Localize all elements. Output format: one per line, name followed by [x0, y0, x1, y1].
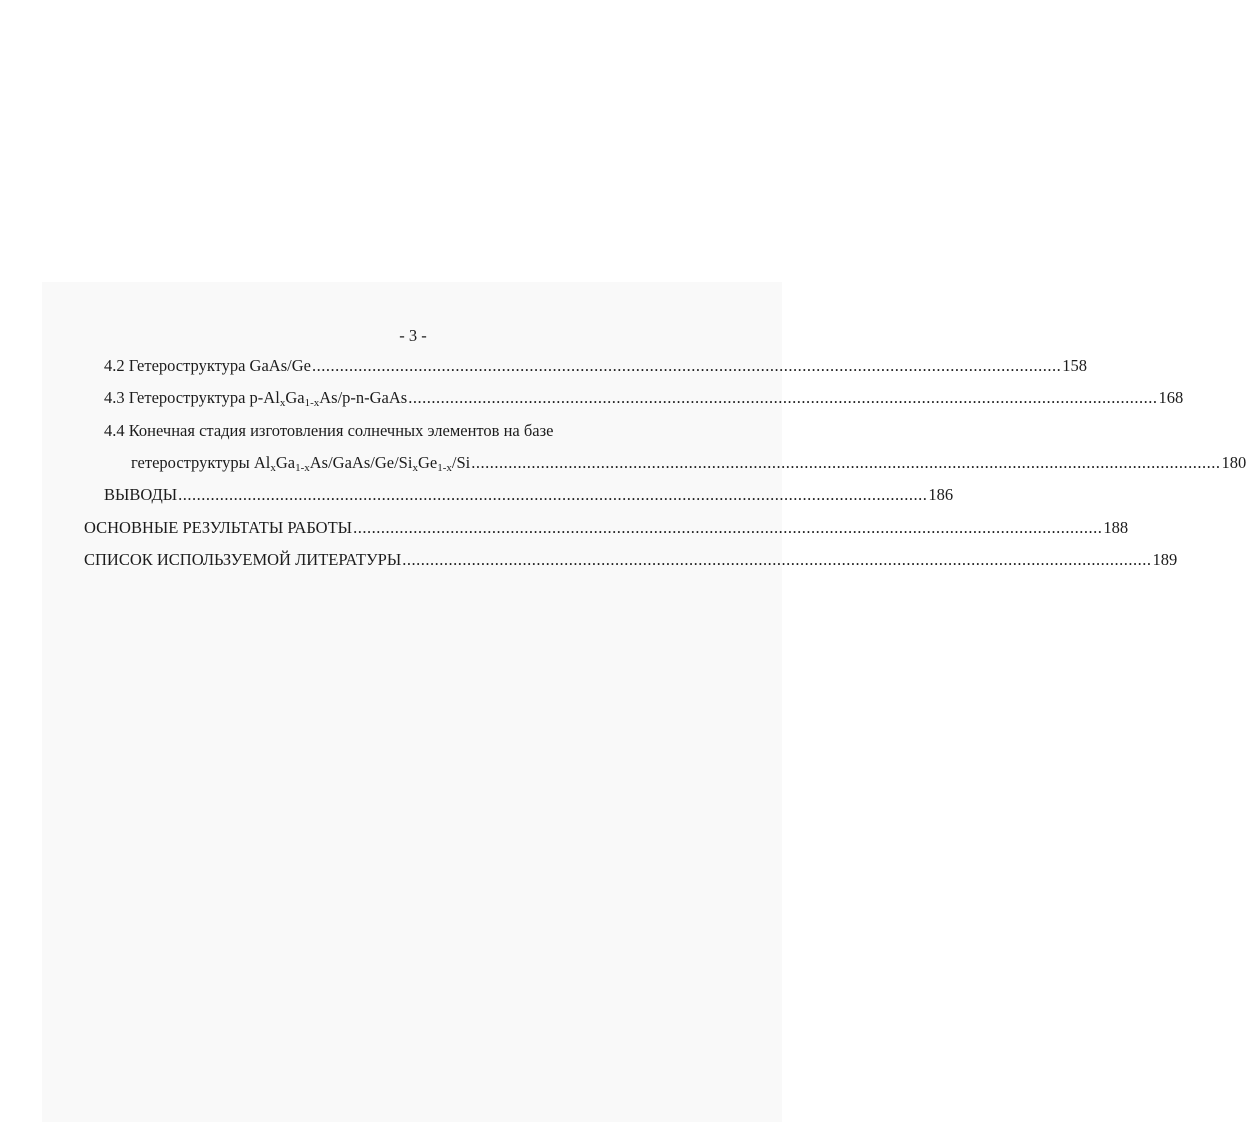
toc-entry-label: 4.2 Гетероструктура GaAs/Ge: [104, 356, 311, 375]
toc-entry-label: гетероструктуры $Al_xGa_{1-x}As/GaAs/Ge/Si_xGe_{1-x}/Si$: [131, 453, 471, 474]
dot-leader: ..................................................................................................................................................................: [408, 388, 1158, 407]
dot-leader: ..................................................................................................................................................................: [402, 550, 1152, 569]
toc-entry-main-results: [84, 516, 1129, 540]
toc-page-number: 188: [1103, 518, 1129, 537]
toc-page-number: 168: [1158, 388, 1184, 407]
dot-leader: ..................................................................................................................................................................: [471, 453, 1221, 472]
toc-entry-label: СПИСОК ИСПОЛЬЗУЕМОЙ ЛИТЕРАТУРЫ: [84, 550, 402, 569]
toc-entry-conclusions: [104, 483, 954, 507]
dot-leader: ..................................................................................................................................................................: [178, 485, 928, 504]
toc-entry-4-4: [131, 451, 1246, 475]
toc-page-number: 158: [1062, 356, 1087, 375]
toc-entry-label: 4.3 Гетероструктура $p-Al_xGa_{1-x}As/p-n$-GaAs: [104, 388, 408, 409]
toc-entry-references: [84, 548, 1178, 572]
toc-entry-label: ВЫВОДЫ: [104, 485, 178, 504]
dot-leader: ..................................................................................................................................................................: [353, 518, 1103, 537]
toc-entry-4-2: [104, 354, 1087, 378]
page-number: - 3 -: [399, 326, 427, 345]
dot-leader: ..................................................................................................................................................................: [311, 356, 1062, 375]
toc-page-number: 186: [928, 485, 954, 504]
toc-entry-4-3: [104, 386, 1184, 410]
toc-page-number: 189: [1152, 550, 1178, 569]
toc-entry-4-4-title: 4.4 Конечная стадия изготовления солнечных элементов на базе: [104, 421, 554, 440]
toc-entry-label: ОСНОВНЫЕ РЕЗУЛЬТАТЫ РАБОТЫ: [84, 518, 353, 537]
toc-page-number: 180: [1221, 453, 1246, 472]
